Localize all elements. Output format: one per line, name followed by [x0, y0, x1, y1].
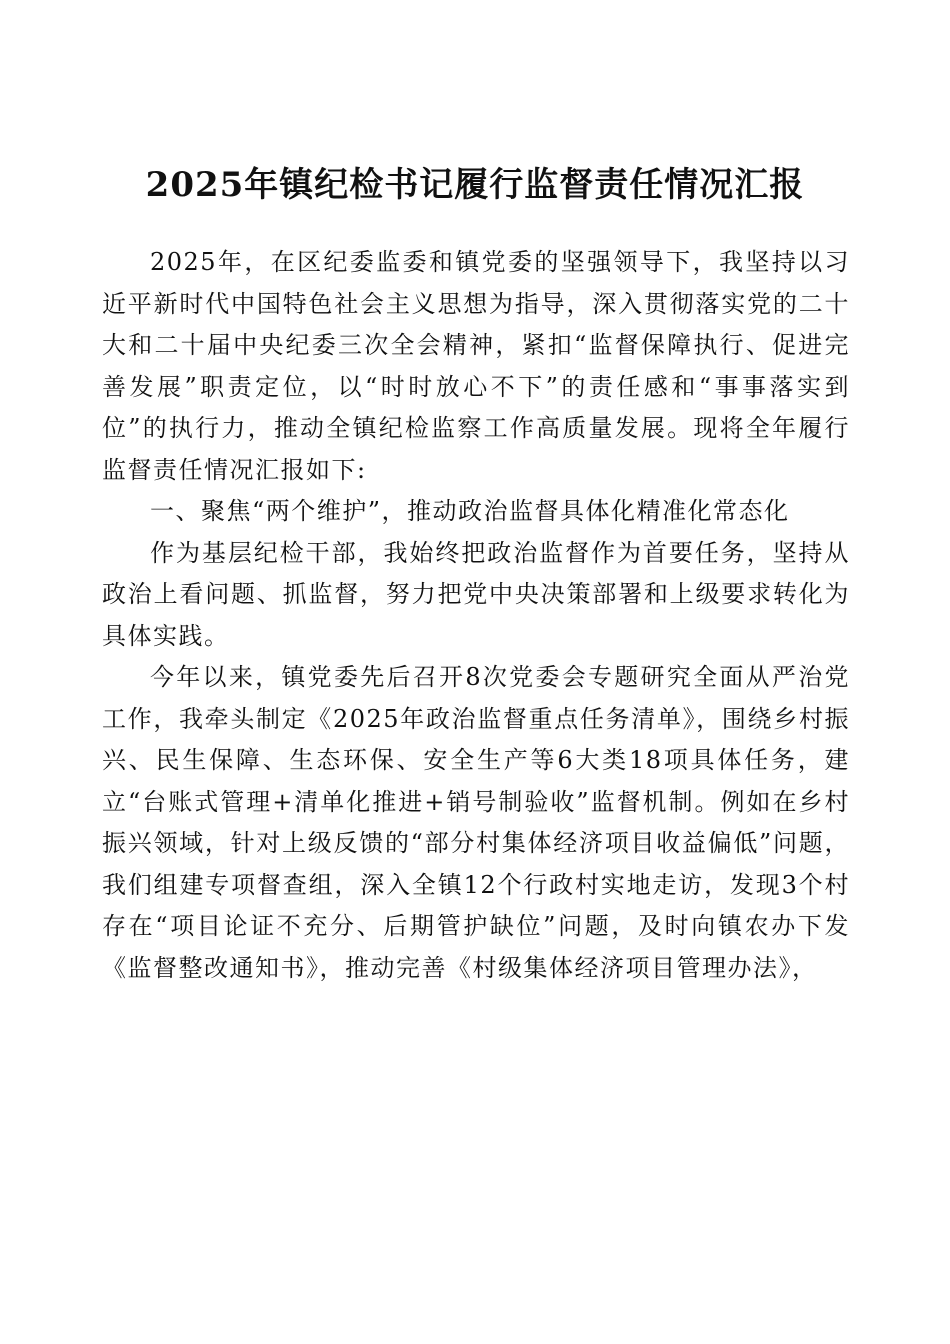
- paragraph-intro: 2025年，在区纪委监委和镇党委的坚强领导下，我坚持以习近平新时代中国特色社会主义思想为指导，深入贯彻落实党的二十大和二十届中央纪委三次全会精神，紧扣“监督保障执行、促进完善发展”职责定位，以“时时放心不下”的责任感和“事事落实到位”的执行力，推动全镇纪检监察工作高质量发展。现将全年履行监督责任情况汇报如下:: [102, 248, 850, 484]
- paragraph-political-supervision: 作为基层纪检干部，我始终把政治监督作为首要任务，坚持从政治上看问题、抓监督，努力把党中央决策部署和上级要求转化为具体实践。: [102, 538, 850, 650]
- document-body: [102, 242, 850, 989]
- paragraph-this-year: 今年以来，镇党委先后召开8次党委会专题研究全面从严治党工作，我牵头制定《2025年政治监督重点任务清单》，围绕乡村振兴、民生保障、生态环保、安全生产等6大类18项具体任务，建立“台账式管理+清单化推进+销号制验收”监督机制。例如在乡村振兴领域，针对上级反馈的“部分村集体经济项目收益偏低”问题，我们组建专项督查组，深入全镇12个行政村实地走访，发现3个村存在“项目论证不充分、后期管护缺位”问题，及时向镇农办下发《监督整改通知书》，推动完善《村级集体经济项目管理办法》，: [102, 663, 850, 982]
- section-heading-one: 一、聚焦“两个维护”，推动政治监督具体化精准化常态化: [150, 497, 790, 525]
- document-title: 2025年镇纪检书记履行监督责任情况汇报: [145, 165, 805, 205]
